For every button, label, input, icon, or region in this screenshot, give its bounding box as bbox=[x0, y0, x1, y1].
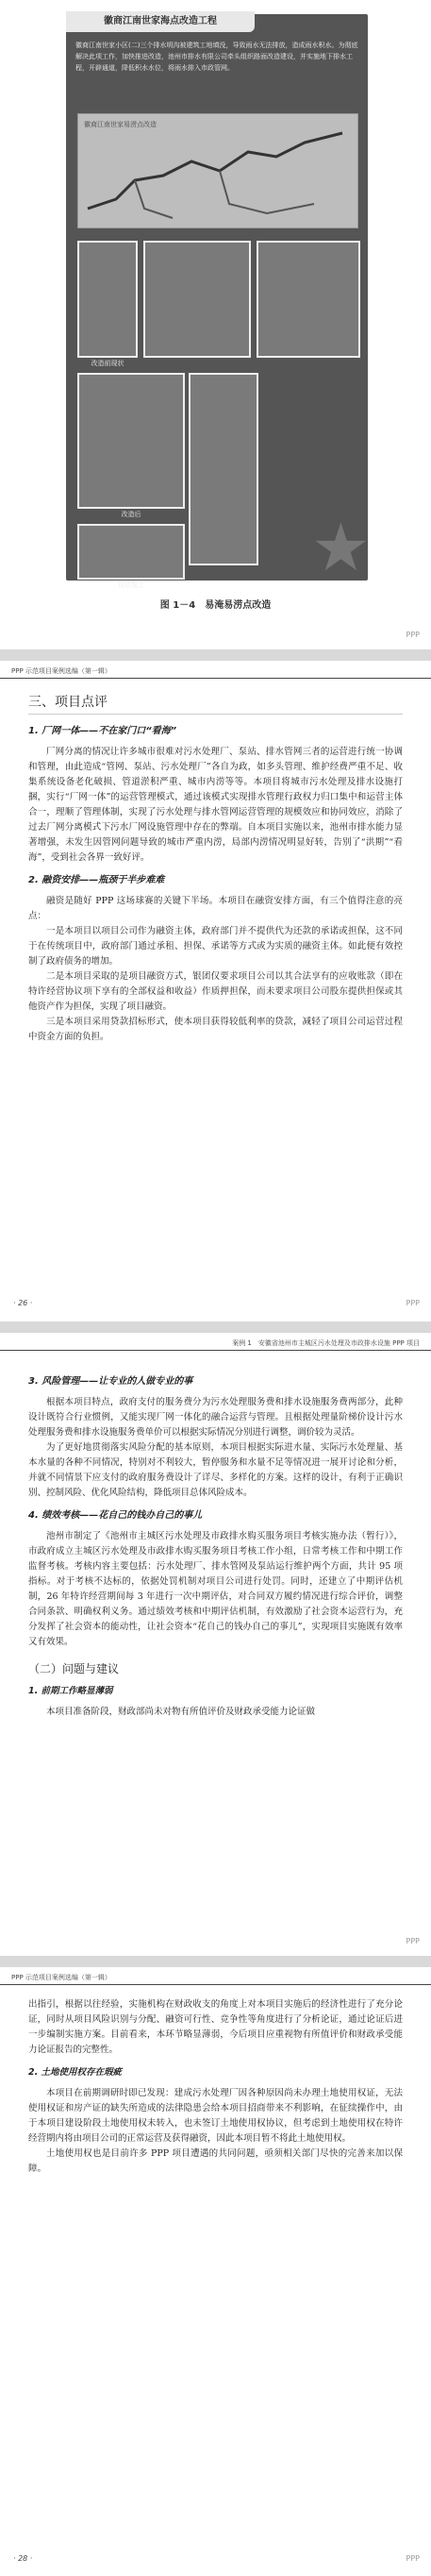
paragraph: 二是本项目采取的是项目融资方式，银团仅要求项目公司以其合法享有的应收账款（即在特许经营协议项下享有的全部权益和收益）作质押担保，而未要求项目公司股东提供担保或其他资产作为担保，实现了项目融资。 bbox=[28, 971, 403, 1012]
photo-trench bbox=[257, 241, 360, 358]
page-3 bbox=[0, 1333, 431, 1956]
page-2 bbox=[0, 661, 431, 1322]
paragraph: 本项目在前期调研时即已发现：建成污水处理厂因各种原因尚未办理土地使用权证，无法使用权证和房产证的缺失所造成的法律隐患会给本项目招商带来不利影响，在征续操作中，由于本项目建设阶段土地使用权未转入，也未签订土地使用权协议，但考虑到土地使用权在特许经营期内将由项目公司的正常运营及获得融资，因此本项目暂不将此土地使用权。 bbox=[28, 2088, 403, 2144]
photo-caption: 改造前现状 bbox=[91, 360, 124, 367]
running-head: PPP 示范项目案例选编（第一辑） bbox=[11, 1974, 111, 1981]
paragraph: 土地使用权也是目前许多 PPP 项目遭遇的共同问题，亟须相关部门尽快的完善来加以保障。 bbox=[28, 2148, 403, 2174]
watermark: PPP bbox=[406, 1937, 420, 1945]
section-heading: （二）问题与建议 bbox=[28, 1662, 120, 1675]
paragraph: 根据本项目特点，政府支付的服务费分为污水处理服务费和排水设施服务费两部分，此种设计既符合行业惯例，又能实现厂网一体化的融合运营与管理。且根据处理量阶梯价设计污水处理服务费和排水设施服务费单价可以根据实际情况分别进行调整，调价较为灵活。 bbox=[28, 1397, 403, 1438]
page-1 bbox=[0, 0, 431, 649]
paragraph: 池州市制定了《池州市主城区污水处理及市政排水购买服务项目考核实施办法（暂行）》，市政府成立主城区污水处理及市政排水购买服务项目考核工作小组，日常考核工作和中期工作监督考核。考核内容主要包括：污水处理厂、排水管网及泵站运行维护两个方面，共计 95 项指标。对于考核不达标的，依据处罚机制对项目公司进行处罚。同时，还建立了中期评估机制，26 年特许经营期间每 3 年进行一次中期评估，对合同双方履约情况进行综合评价，调整合同条款、明确权利义务。通过绩效考核和中期评估机制，有效激励了社会资本运营行为，充分发挥了社会资本的能动性，让社会资本“花自己的钱办自己的事儿”，实现项目实施既有效率又有效果。 bbox=[28, 1531, 403, 1647]
running-head: 案例 1 安徽省池州市主城区污水处理及市政排水设施 PPP 项目 bbox=[232, 1339, 420, 1347]
section-title: 三、项目点评 bbox=[28, 695, 403, 715]
paragraph: 三是本项目采用贷款招标形式，使本项目获得较低利率的贷款，减轻了项目公司运营过程中资金方面的负担。 bbox=[28, 1017, 403, 1042]
page-number: · 28 · bbox=[13, 2554, 33, 2563]
paragraph: 为了更好地贯彻落实风险分配的基本原则，本项目根据实际进水量、实际污水处理量、基本水量的各种不同情况，特别对不利较大，暂停服务和水量不足等情况进一展开讨论和分析，并就不同情景下应支付的政府服务费设计了详尽、多样化的方案。这样的设计，有利于正确识别、控制风险、优化风险结构，降低项目总体风险成本。 bbox=[28, 1442, 403, 1498]
paragraph: 一是本项目以项目公司作为融资主体，政府部门并不提供代为还款的承诺或担保，这不同于在传统项目中，政府部门通过承租、担保、承诺等方式或为实质的融资主体。如此便有效控制了政府债务的增加。 bbox=[28, 926, 403, 967]
photo-caption: 现场施工 bbox=[118, 581, 144, 589]
running-head: PPP 示范项目案例选编（第一辑） bbox=[11, 667, 111, 675]
photo-after bbox=[77, 373, 185, 518]
photo-caption: 改造后 bbox=[121, 511, 141, 518]
figure-caption: 图 1－4 易淹易涝点改造 bbox=[159, 600, 272, 611]
page-4 bbox=[0, 1967, 431, 2576]
route-map bbox=[77, 113, 358, 228]
photo-before bbox=[77, 241, 138, 367]
paragraph: 出指引，根据以往经验，实施机构在财政收支的角度上对本项目实施后的经济性进行了充分论证，同时从项目风险识别与分配、融资可行性、竞争性等角度进行了分析论证，通过论证后进一步编制实施方案。目前看来，本环节略显薄弱，今后项目应重视物有所值评价和财政承受能力论证报告的完整性。 bbox=[28, 1999, 403, 2055]
paragraph: 融资是随好 PPP 这场球赛的关键下半场。本项目在融资安排方面，有三个值得注意的亮点： bbox=[28, 896, 403, 921]
paragraph: 本项目准备阶段，财政部尚未对物有所值评价及财政承受能力论证做 bbox=[46, 1707, 316, 1717]
watermark: PPP bbox=[406, 631, 420, 639]
subsection-title: 1. 厂网一体——不在家门口“看海” bbox=[28, 726, 177, 736]
page-3-content bbox=[28, 1367, 403, 1720]
photo-site bbox=[77, 524, 185, 589]
subsection-title: 4. 绩效考核——花自己的钱办自己的事儿 bbox=[28, 1510, 203, 1521]
map-route-graphic bbox=[78, 114, 357, 227]
page-4-content bbox=[28, 1997, 403, 2177]
subsection-title: 3. 风险管理——让专业的人做专业的事 bbox=[28, 1376, 193, 1387]
watermark: PPP bbox=[406, 2554, 420, 2563]
watermark: PPP bbox=[406, 1299, 420, 1307]
paragraph: 厂网分离的情况让许多城市很难对污水处理厂、泵站、排水管网三者的运营进行统一协调和管理，由此造成“管网、泵站、污水处理厂”各自为政，如多头管理、维护经费严重不足、收集系统设备老化破损、管道淤积严重、城市内涝等等。本项目将城市污水处理及排水设施打捆，实行“厂网一体”的运营管理模式，通过该模式实现排水管理行政权力归口集中和运营主体合一，理顺了管理体制，实现了污水处理与排水管网运营管理的规模效应和协同效应，消除了过去厂网分离模式下污水厂网设施管理中存在的弊端。自本项目实施以来，池州市排水能力显著增强，未发生因管网问题导致的城市严重内涝，局部内涝情况明显好转，告别了“洪期”“看海”，受到社会各界一致好评。 bbox=[28, 747, 403, 863]
page-number: · 26 · bbox=[13, 1299, 33, 1307]
page-2-content bbox=[28, 695, 403, 1045]
subsection-title: 1. 前期工作略显薄弱 bbox=[28, 1686, 113, 1696]
photo-pipe bbox=[189, 373, 258, 565]
subsection-title: 2. 土地使用权存在瑕疵 bbox=[28, 2067, 123, 2078]
panel-description: 徽商江南世家小区(二)三个排水明沟被建筑工地填没，导致雨水无法排放，造成雨水积水。为彻底解决此项工作，加快推进改造，池州市排水有限公司牵头组织路面改造建设，并实施地下排水工程，开辟通道，降低积水水位，将雨水排入市政管网。 bbox=[75, 42, 358, 72]
header-rule bbox=[0, 1350, 431, 1351]
subsection-title: 2. 融资安排——瓶颈于半步难难 bbox=[28, 875, 165, 885]
panel-title: 徽商江南世家海点改造工程 bbox=[66, 11, 255, 32]
star-decoration: ★ bbox=[311, 509, 371, 586]
map-label: 徽商江南世家易涝点改造 bbox=[84, 121, 157, 128]
photo-street bbox=[143, 241, 251, 358]
header-rule bbox=[0, 678, 431, 679]
header-rule bbox=[0, 1984, 431, 1985]
